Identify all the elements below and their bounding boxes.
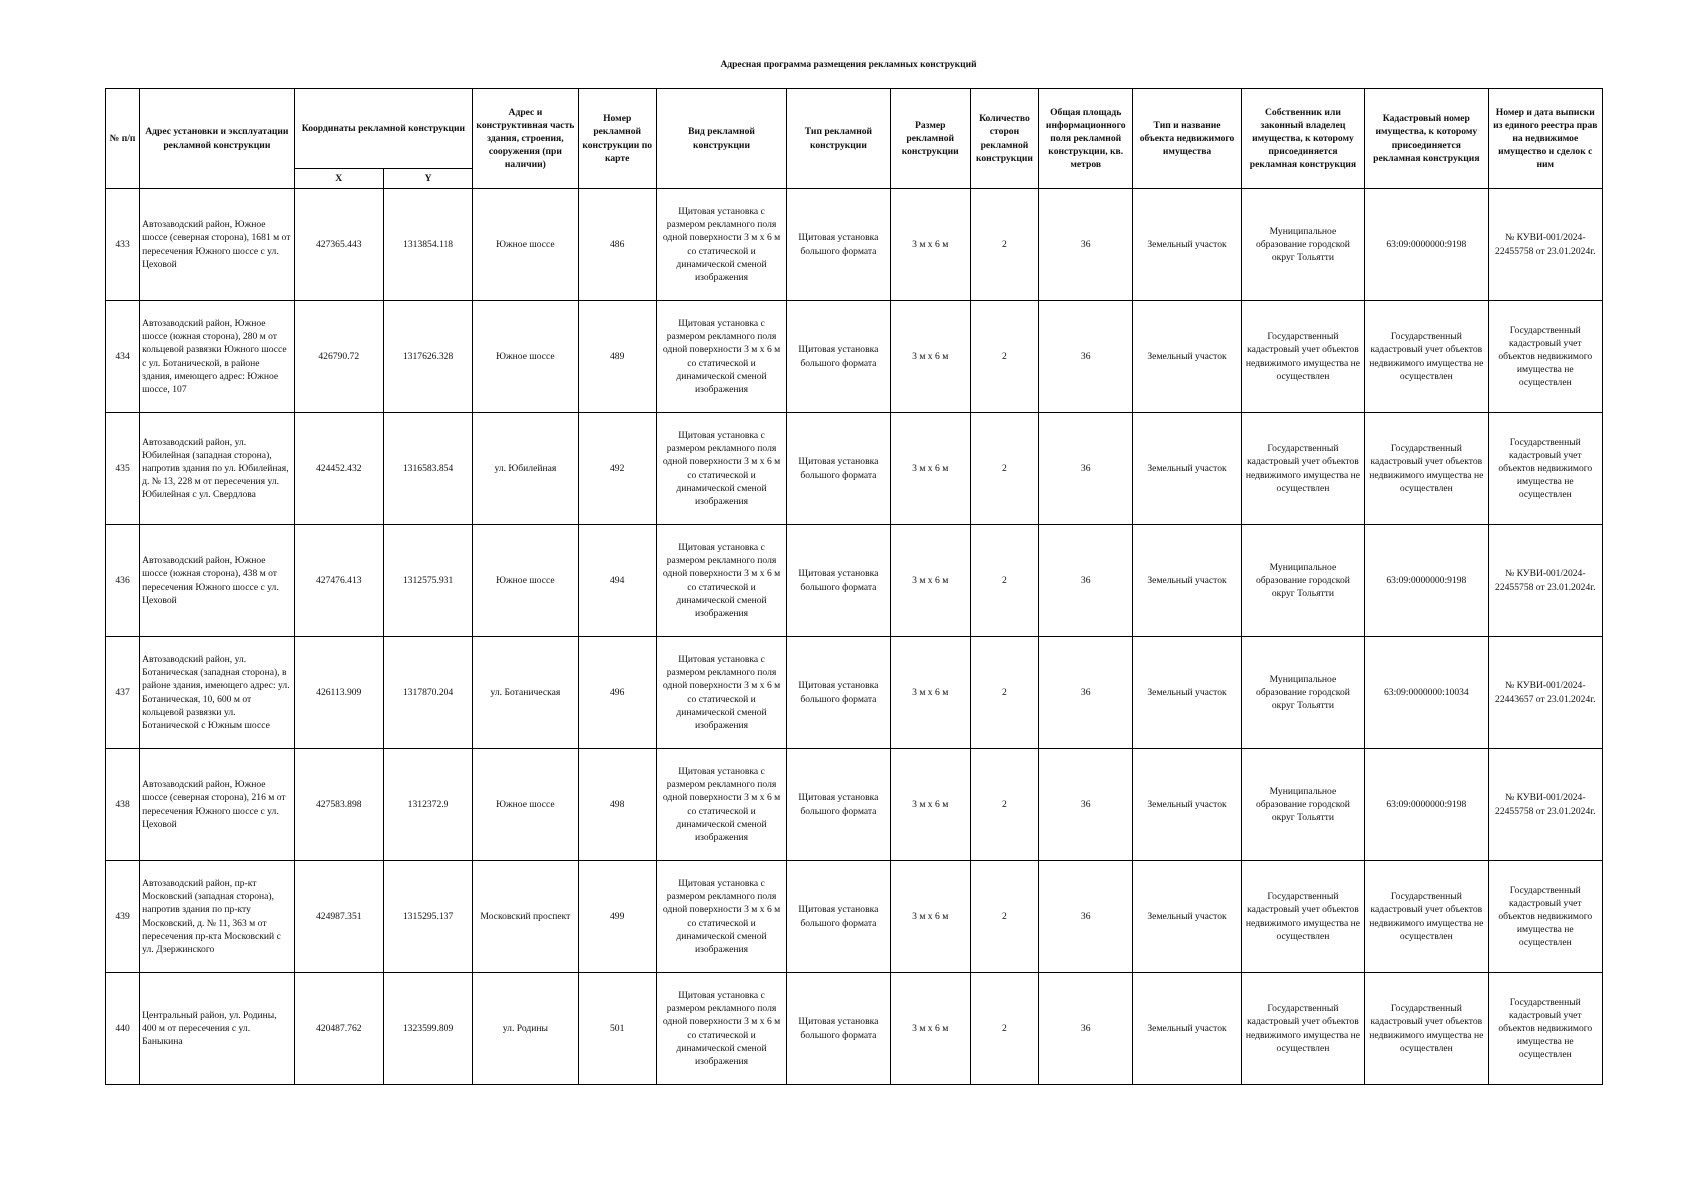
ad-program-table — [105, 88, 1603, 1085]
cell-map-number: 498 — [578, 749, 656, 861]
cell-kind: Щитовая установка с размером рекламного поля одной поверхности 3 м х 6 м со статической и динамической сменой изображения — [656, 861, 786, 973]
cell-area: 36 — [1039, 189, 1133, 301]
cell-x: 420487.762 — [294, 973, 383, 1085]
cell-area: 36 — [1039, 973, 1133, 1085]
cell-registry: Государственный кадастровый учет объектов недвижимого имущества не осуществлен — [1488, 413, 1602, 525]
header-num: № п/п — [106, 89, 140, 189]
cell-object: Земельный участок — [1133, 861, 1241, 973]
cell-x: 427583.898 — [294, 749, 383, 861]
cell-registry: Государственный кадастровый учет объектов недвижимого имущества не осуществлен — [1488, 861, 1602, 973]
table-row — [106, 749, 1603, 861]
cell-cadastral: Государственный кадастровый учет объектов недвижимого имущества не осуществлен — [1365, 301, 1488, 413]
cell-sides: 2 — [970, 861, 1038, 973]
header-cadastral: Кадастровый номер имущества, к которому присоединяется рекламная конструкция — [1365, 89, 1488, 189]
header-object: Тип и название объекта недвижимого имущества — [1133, 89, 1241, 189]
cell-map-number: 494 — [578, 525, 656, 637]
cell-type: Щитовая установка большого формата — [787, 637, 890, 749]
cell-cadastral: 63:09:0000000:9198 — [1365, 749, 1488, 861]
cell-num: 440 — [106, 973, 140, 1085]
table-row — [106, 525, 1603, 637]
cell-size: 3 м х 6 м — [890, 189, 970, 301]
header-size: Размер рекламной конструкции — [890, 89, 970, 189]
cell-type: Щитовая установка большого формата — [787, 525, 890, 637]
cell-registry: № КУВИ-001/2024-22443657 от 23.01.2024г. — [1488, 637, 1602, 749]
cell-building: Южное шоссе — [473, 189, 578, 301]
cell-kind: Щитовая установка с размером рекламного поля одной поверхности 3 м х 6 м со статической и динамической сменой изображения — [656, 637, 786, 749]
cell-building: ул. Ботаническая — [473, 637, 578, 749]
cell-x: 424987.351 — [294, 861, 383, 973]
cell-cadastral: Государственный кадастровый учет объектов недвижимого имущества не осуществлен — [1365, 861, 1488, 973]
cell-map-number: 499 — [578, 861, 656, 973]
cell-num: 436 — [106, 525, 140, 637]
cell-cadastral: 63:09:0000000:9198 — [1365, 525, 1488, 637]
cell-area: 36 — [1039, 861, 1133, 973]
cell-area: 36 — [1039, 749, 1133, 861]
cell-area: 36 — [1039, 301, 1133, 413]
cell-area: 36 — [1039, 637, 1133, 749]
cell-map-number: 501 — [578, 973, 656, 1085]
header-x: X — [294, 169, 383, 189]
cell-owner: Муниципальное образование городской округ Тольятти — [1241, 189, 1364, 301]
cell-object: Земельный участок — [1133, 413, 1241, 525]
cell-x: 426790.72 — [294, 301, 383, 413]
cell-registry: № КУВИ-001/2024-22455758 от 23.01.2024г. — [1488, 749, 1602, 861]
cell-address: Автозаводский район, Южное шоссе (северная сторона), 1681 м от пересечения Южного шоссе с ул. Цеховой — [140, 189, 295, 301]
cell-object: Земельный участок — [1133, 973, 1241, 1085]
cell-cadastral: 63:09:0000000:10034 — [1365, 637, 1488, 749]
cell-y: 1323599.809 — [383, 973, 472, 1085]
cell-y: 1315295.137 — [383, 861, 472, 973]
cell-registry: № КУВИ-001/2024-22455758 от 23.01.2024г. — [1488, 189, 1602, 301]
cell-owner: Государственный кадастровый учет объектов недвижимого имущества не осуществлен — [1241, 973, 1364, 1085]
cell-x: 426113.909 — [294, 637, 383, 749]
header-address: Адрес установки и эксплуатации рекламной конструкции — [140, 89, 295, 189]
cell-owner: Государственный кадастровый учет объектов недвижимого имущества не осуществлен — [1241, 861, 1364, 973]
cell-y: 1317870.204 — [383, 637, 472, 749]
cell-y: 1312372.9 — [383, 749, 472, 861]
cell-x: 427476.413 — [294, 525, 383, 637]
cell-y: 1317626.328 — [383, 301, 472, 413]
cell-kind: Щитовая установка с размером рекламного поля одной поверхности 3 м х 6 м со статической и динамической сменой изображения — [656, 189, 786, 301]
cell-address: Автозаводский район, пр-кт Московский (западная сторона), напротив здания по пр-кту Московский, д. № 11, 363 м от пересечения пр-кта Московский с ул. Дзержинского — [140, 861, 295, 973]
cell-cadastral: 63:09:0000000:9198 — [1365, 189, 1488, 301]
cell-x: 424452.432 — [294, 413, 383, 525]
cell-sides: 2 — [970, 525, 1038, 637]
cell-address: Автозаводский район, ул. Ботаническая (западная сторона), в районе здания, имеющего адрес: ул. Ботаническая, 10, 600 м от кольцевой развязки ул. Ботанической с Южным шоссе — [140, 637, 295, 749]
cell-sides: 2 — [970, 413, 1038, 525]
cell-y: 1312575.931 — [383, 525, 472, 637]
cell-sides: 2 — [970, 301, 1038, 413]
cell-type: Щитовая установка большого формата — [787, 861, 890, 973]
cell-owner: Муниципальное образование городской округ Тольятти — [1241, 637, 1364, 749]
cell-address: Центральный район, ул. Родины, 400 м от пересечения с ул. Баныкина — [140, 973, 295, 1085]
cell-registry: Государственный кадастровый учет объектов недвижимого имущества не осуществлен — [1488, 301, 1602, 413]
cell-object: Земельный участок — [1133, 525, 1241, 637]
cell-x: 427365.443 — [294, 189, 383, 301]
cell-building: Московский проспект — [473, 861, 578, 973]
cell-size: 3 м х 6 м — [890, 973, 970, 1085]
cell-size: 3 м х 6 м — [890, 413, 970, 525]
cell-num: 433 — [106, 189, 140, 301]
cell-cadastral: Государственный кадастровый учет объектов недвижимого имущества не осуществлен — [1365, 413, 1488, 525]
table-body — [106, 189, 1603, 1085]
cell-kind: Щитовая установка с размером рекламного поля одной поверхности 3 м х 6 м со статической и динамической сменой изображения — [656, 413, 786, 525]
cell-type: Щитовая установка большого формата — [787, 749, 890, 861]
cell-building: Южное шоссе — [473, 525, 578, 637]
cell-area: 36 — [1039, 525, 1133, 637]
cell-size: 3 м х 6 м — [890, 637, 970, 749]
cell-num: 438 — [106, 749, 140, 861]
cell-area: 36 — [1039, 413, 1133, 525]
cell-kind: Щитовая установка с размером рекламного поля одной поверхности 3 м х 6 м со статической и динамической сменой изображения — [656, 301, 786, 413]
header-area: Общая площадь информационного поля рекламной конструкции, кв. метров — [1039, 89, 1133, 189]
cell-building: ул. Родины — [473, 973, 578, 1085]
table-header — [106, 89, 1603, 189]
cell-owner: Муниципальное образование городской округ Тольятти — [1241, 525, 1364, 637]
cell-num: 434 — [106, 301, 140, 413]
cell-sides: 2 — [970, 637, 1038, 749]
cell-kind: Щитовая установка с размером рекламного поля одной поверхности 3 м х 6 м со статической и динамической сменой изображения — [656, 973, 786, 1085]
cell-type: Щитовая установка большого формата — [787, 189, 890, 301]
cell-size: 3 м х 6 м — [890, 749, 970, 861]
cell-address: Автозаводский район, Южное шоссе (северная сторона), 216 м от пересечения Южного шоссе с ул. Цеховой — [140, 749, 295, 861]
header-map-number: Номер рекламной конструкции по карте — [578, 89, 656, 189]
header-sides: Количество сторон рекламной конструкции — [970, 89, 1038, 189]
table-row — [106, 189, 1603, 301]
cell-size: 3 м х 6 м — [890, 861, 970, 973]
cell-map-number: 496 — [578, 637, 656, 749]
cell-cadastral: Государственный кадастровый учет объектов недвижимого имущества не осуществлен — [1365, 973, 1488, 1085]
cell-type: Щитовая установка большого формата — [787, 413, 890, 525]
cell-type: Щитовая установка большого формата — [787, 973, 890, 1085]
header-type: Тип рекламной конструкции — [787, 89, 890, 189]
table-row — [106, 861, 1603, 973]
cell-sides: 2 — [970, 973, 1038, 1085]
table-row — [106, 301, 1603, 413]
cell-registry: № КУВИ-001/2024-22455758 от 23.01.2024г. — [1488, 525, 1602, 637]
cell-y: 1316583.854 — [383, 413, 472, 525]
header-coords: Координаты рекламной конструкции — [294, 89, 473, 169]
cell-num: 437 — [106, 637, 140, 749]
cell-kind: Щитовая установка с размером рекламного поля одной поверхности 3 м х 6 м со статической и динамической сменой изображения — [656, 749, 786, 861]
cell-object: Земельный участок — [1133, 749, 1241, 861]
table-row — [106, 973, 1603, 1085]
table-row — [106, 637, 1603, 749]
cell-building: Южное шоссе — [473, 749, 578, 861]
cell-map-number: 486 — [578, 189, 656, 301]
cell-building: Южное шоссе — [473, 301, 578, 413]
table-row — [106, 413, 1603, 525]
header-y: Y — [383, 169, 472, 189]
header-registry: Номер и дата выписки из единого реестра прав на недвижимое имущество и сделок с ним — [1488, 89, 1602, 189]
cell-size: 3 м х 6 м — [890, 301, 970, 413]
header-kind: Вид рекламной конструкции — [656, 89, 786, 189]
cell-object: Земельный участок — [1133, 301, 1241, 413]
cell-num: 439 — [106, 861, 140, 973]
cell-owner: Муниципальное образование городской округ Тольятти — [1241, 749, 1364, 861]
header-building: Адрес и конструктивная часть здания, строения, сооружения (при наличии) — [473, 89, 578, 189]
cell-owner: Государственный кадастровый учет объектов недвижимого имущества не осуществлен — [1241, 301, 1364, 413]
cell-map-number: 492 — [578, 413, 656, 525]
cell-y: 1313854.118 — [383, 189, 472, 301]
cell-address: Автозаводский район, ул. Юбилейная (западная сторона), напротив здания по ул. Юбилейная, д. № 13, 228 м от пересечения ул. Юбилейная с ул. Свердлова — [140, 413, 295, 525]
cell-address: Автозаводский район, Южное шоссе (южная сторона), 280 м от кольцевой развязки Южного шоссе с ул. Ботанической, в районе здания, имеющего адрес: Южное шоссе, 107 — [140, 301, 295, 413]
cell-building: ул. Юбилейная — [473, 413, 578, 525]
cell-registry: Государственный кадастровый учет объектов недвижимого имущества не осуществлен — [1488, 973, 1602, 1085]
cell-owner: Государственный кадастровый учет объектов недвижимого имущества не осуществлен — [1241, 413, 1364, 525]
cell-type: Щитовая установка большого формата — [787, 301, 890, 413]
cell-address: Автозаводский район, Южное шоссе (южная сторона), 438 м от пересечения Южного шоссе с ул. Цеховой — [140, 525, 295, 637]
cell-map-number: 489 — [578, 301, 656, 413]
cell-size: 3 м х 6 м — [890, 525, 970, 637]
cell-sides: 2 — [970, 189, 1038, 301]
cell-kind: Щитовая установка с размером рекламного поля одной поверхности 3 м х 6 м со статической и динамической сменой изображения — [656, 525, 786, 637]
cell-num: 435 — [106, 413, 140, 525]
cell-sides: 2 — [970, 749, 1038, 861]
cell-object: Земельный участок — [1133, 637, 1241, 749]
header-owner: Собственник или законный владелец имущества, к которому присоединяется рекламная конструкция — [1241, 89, 1364, 189]
document-title: Адресная программа размещения рекламных конструкций — [720, 60, 977, 70]
cell-object: Земельный участок — [1133, 189, 1241, 301]
